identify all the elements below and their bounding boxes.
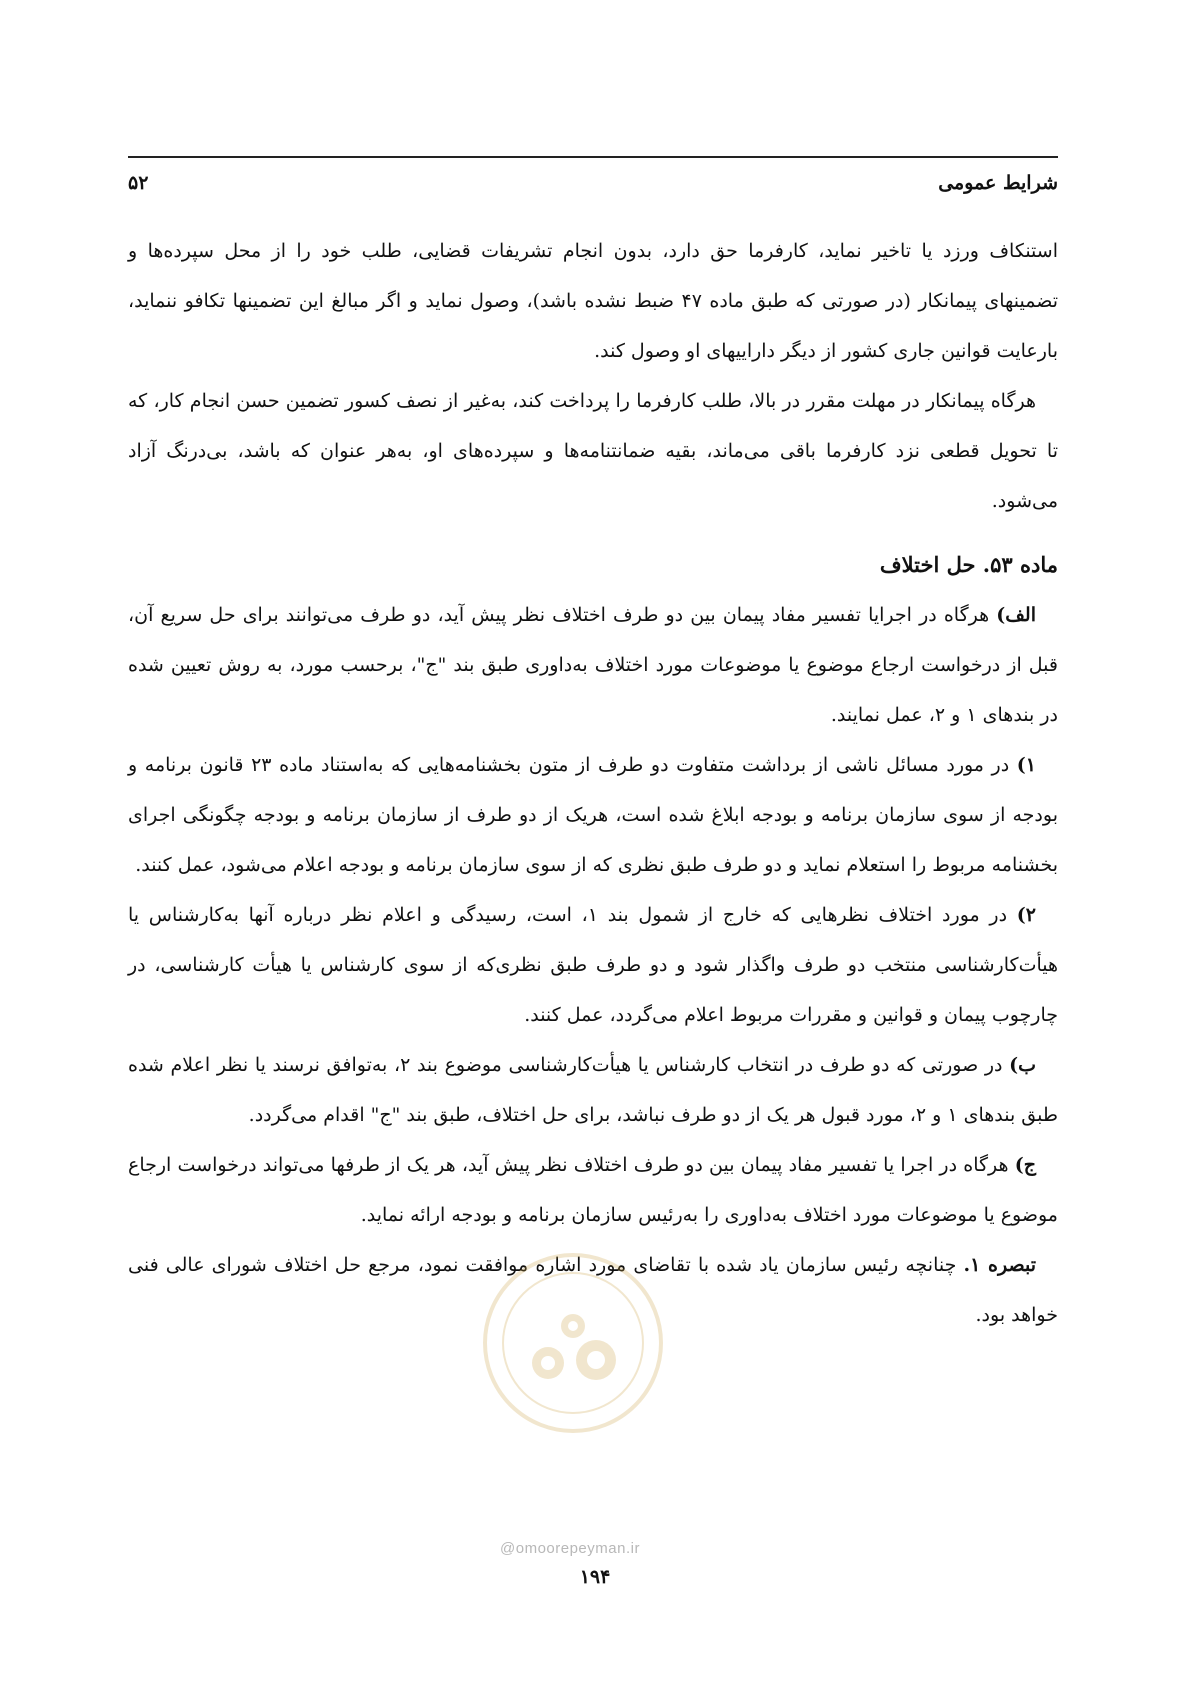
page-number: ۱۹۴	[579, 1566, 611, 1588]
paragraph-release: هرگاه پیمانکار در مهلت مقرر در بالا، طلب کارفرما را پرداخت کند، به‌غیر از نصف کسور تضمین حسن انجام کار، که تا تحویل قطعی نزد کارفرما باقی می‌ماند، بقیه ضمانتنامه‌ها و سپرده‌های او، به‌هر عنوان که باشد، بی‌درنگ آزاد می‌شود.	[128, 390, 1058, 512]
clause-jim	[128, 1140, 1058, 1240]
clause-lead: ج)	[1014, 1154, 1036, 1176]
header-page-number: ۵۲	[128, 172, 149, 194]
clause-text: هرگاه در اجرایا تفسیر مفاد پیمان بین دو طرف اختلاف نظر پیش آید، دو طرف می‌توانند برای حل سریع آن، قبل از درخواست ارجاع موضوع یا موضوعات مورد اختلاف به‌داوری طبق بند "ج"، برحسب مورد، به روش تعیین شده در بندهای ۱ و ۲، عمل نمایند.	[128, 604, 1058, 726]
clause-alef	[128, 590, 1058, 740]
watermark-text: @omoorepeyman.ir	[500, 1540, 640, 1557]
document-body	[128, 226, 1058, 1340]
header-title: شرایط عمومی	[938, 172, 1058, 194]
clause-lead: ب)	[1009, 1054, 1036, 1076]
article-heading: ماده ۵۳. حل اختلاف	[879, 552, 1058, 577]
clause-be	[128, 1040, 1058, 1140]
clause-text: در مورد اختلاف نظرهایی که خارج از شمول بند ۱، است، رسیدگی و اعلام نظر درباره آنها به‌کارشناس یا هیأت‌کارشناسی منتخب دو طرف واگذار شود و دو طرف طبق نظری‌که از سوی کارشناس یا هیأت کارشناسی، در چارچوب پیمان و قوانین و مقررات مربوط اعلام می‌گردد، عمل کنند.	[128, 904, 1058, 1026]
page-header	[128, 162, 1058, 202]
clause-2	[128, 890, 1058, 1040]
clause-text: چنانچه رئیس سازمان یاد شده با تقاضای مورد اشاره موافقت نمود، مرجع حل اختلاف شورای عالی فنی خواهد بود.	[128, 1254, 1058, 1326]
paragraph-continuation: استنکاف ورزد یا تاخیر نماید، کارفرما حق دارد، بدون انجام تشریفات قضایی، طلب خود را از محل سپرده‌ها و تضمینهای پیمانکار (در صورتی که طبق ماده ۴۷ ضبط نشده باشد)، وصول نماید و اگر مبالغ این تضمینها تکافو ننماید، بارعایت قوانین جاری کشور از دیگر داراییهای او وصول کند.	[128, 240, 1058, 362]
gear-seal-icon	[478, 1248, 668, 1438]
clause-lead: الف)	[996, 604, 1036, 626]
clause-text: در صورتی که دو طرف در انتخاب کارشناس یا هیأت‌کارشناسی موضوع بند ۲، به‌توافق نرسند یا نظر اعلام شده طبق بندهای ۱ و ۲، مورد قبول هر یک از دو طرف نباشد، برای حل اختلاف، طبق بند "ج" اقدام می‌گردد.	[128, 1054, 1058, 1126]
clause-lead: تبصره ۱.	[963, 1254, 1036, 1276]
clause-lead: ۱)	[1016, 754, 1036, 776]
header-rule	[128, 156, 1058, 158]
clause-1	[128, 740, 1058, 890]
clause-text: در مورد مسائل ناشی از برداشت متفاوت دو طرف از متون بخشنامه‌هایی که به‌استناد ماده ۲۳ قانون برنامه و بودجه از سوی سازمان برنامه و بودجه ابلاغ شده است، هریک از دو طرف از سازمان برنامه و بودجه چگونگی اجرای بخشنامه مربوط را استعلام نماید و دو طرف طبق نظری که از سوی سازمان برنامه و بودجه اعلام می‌شود، عمل کنند.	[128, 754, 1058, 876]
clause-text: هرگاه در اجرا یا تفسیر مفاد پیمان بین دو طرف اختلاف نظر پیش آید، هر یک از طرفها می‌تواند درخواست ارجاع موضوع یا موضوعات مورد اختلاف به‌داوری را به‌رئیس سازمان برنامه و بودجه ارائه نماید.	[128, 1154, 1058, 1226]
clause-lead: ۲)	[1016, 904, 1036, 926]
